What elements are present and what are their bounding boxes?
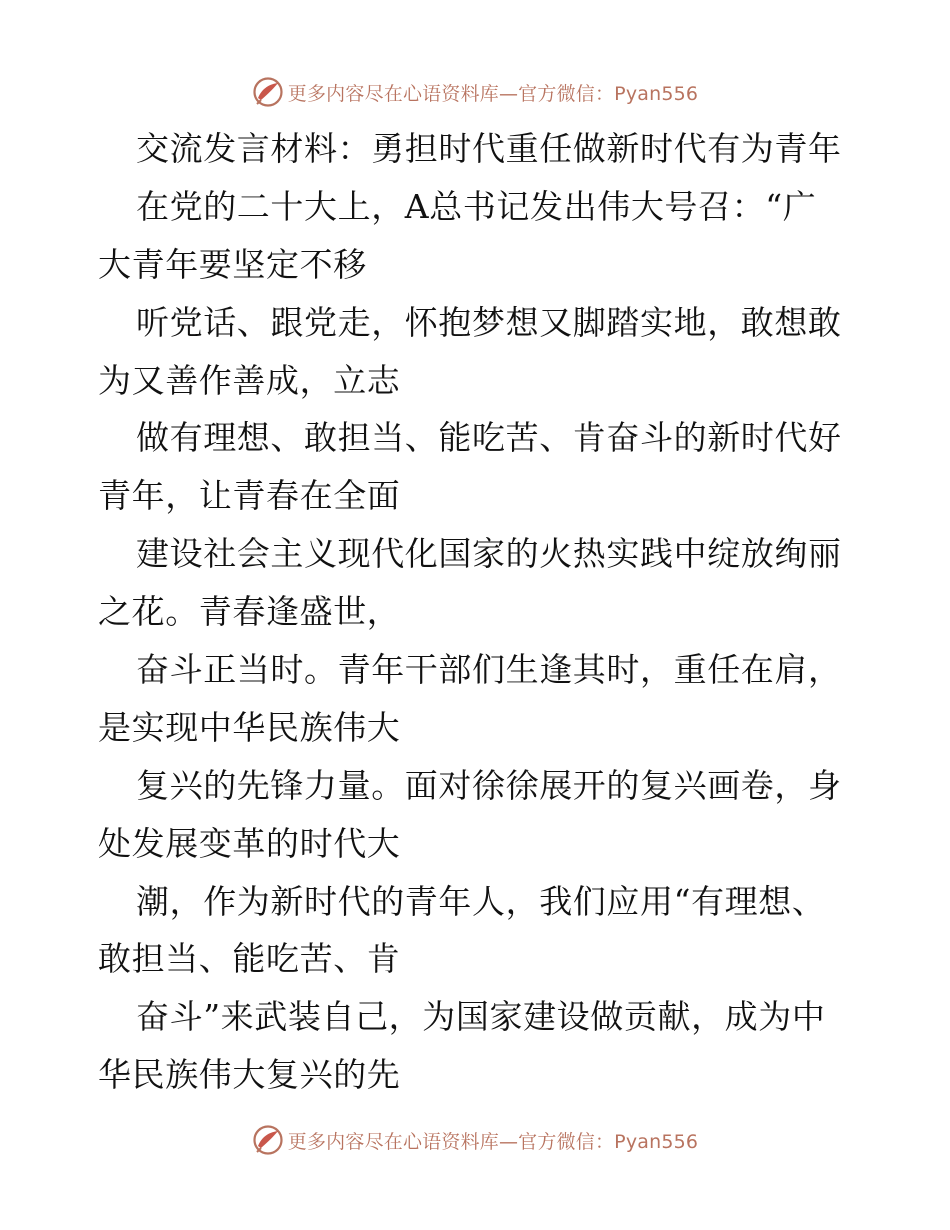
text-line: 敢担当、能吃苦、肯: [98, 939, 401, 979]
text-line: 在党的二十大上，A总书记发出伟大号召：“广: [136, 186, 817, 226]
text-line: 为又善作善成，立志: [98, 360, 401, 400]
text-line: 大青年要坚定不移: [98, 244, 367, 284]
text-line: 奋斗”来武装自己，为国家建设做贡献，成为中: [136, 997, 826, 1037]
text-line: 潮，作为新时代的青年人，我们应用“有理想、: [136, 881, 826, 921]
text-line: 听党话、跟党走，怀抱梦想又脚踏实地，敢想敢: [136, 302, 842, 342]
text-line: 交流发言材料：勇担时代重任做新时代有为青年: [136, 129, 842, 168]
document-body: [98, 120, 858, 1104]
pen-logo-icon: [252, 1124, 284, 1156]
text-line: 处发展变革的时代大: [98, 823, 401, 863]
text-line: 做有理想、敢担当、能吃苦、肯奋斗的新时代好: [136, 418, 842, 458]
text-line: 复兴的先锋力量。面对徐徐展开的复兴画卷，身: [136, 765, 842, 805]
watermark-text: 更多内容尽在心语资料库—官方微信：Pyan556: [287, 1130, 699, 1153]
watermark-text: 更多内容尽在心语资料库—官方微信：Pyan556: [287, 82, 699, 105]
watermark-header: [0, 72, 950, 112]
text-line: 奋斗正当时。青年干部们生逢其时，重任在肩，: [136, 650, 842, 690]
text-line: 华民族伟大复兴的先: [98, 1055, 401, 1095]
text-line: 是实现中华民族伟大: [98, 707, 401, 747]
text-line: 建设社会主义现代化国家的火热实践中绽放绚丽: [136, 534, 842, 574]
pen-logo-icon: [252, 76, 284, 108]
watermark-footer: [0, 1120, 950, 1160]
text-line: 之花。青春逢盛世，: [98, 592, 401, 632]
text-line: 青年，让青春在全面: [98, 476, 401, 516]
